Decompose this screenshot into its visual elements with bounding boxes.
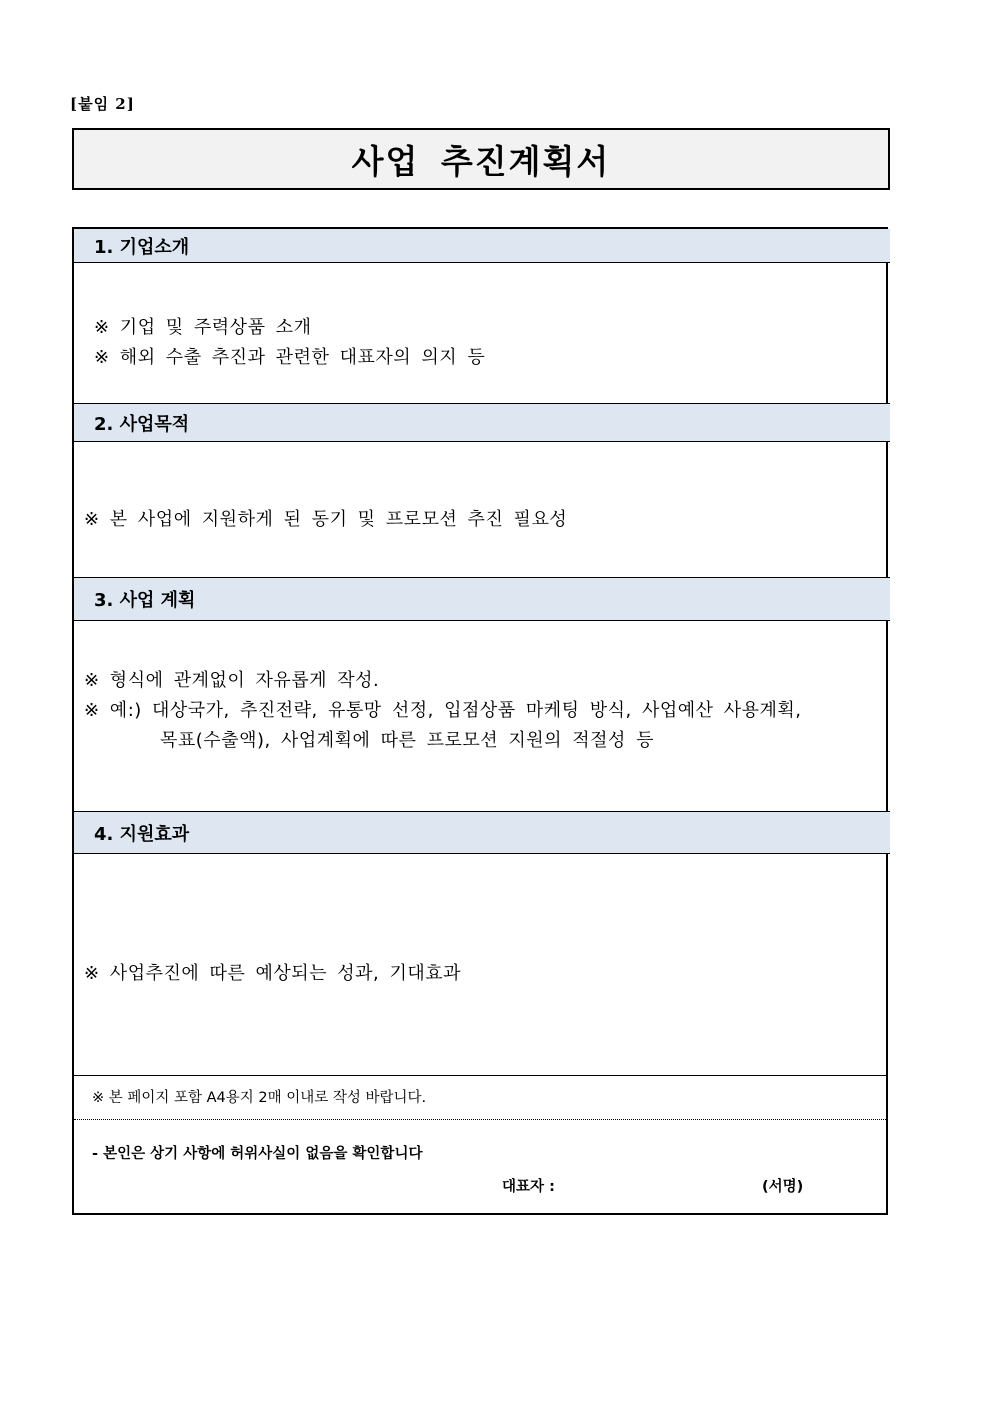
confirmation-statement: - 본인은 상기 사항에 허위사실이 없음을 확인합니다 [92,1146,423,1162]
document-title: 사업 추진계획서 [351,141,611,181]
note-support-effect-1: ※ 사업추진에 따른 예상되는 성과, 기대효과 [84,963,462,984]
signature-label: (서명) [762,1179,804,1195]
note-business-plan-2: ※ 예:) 대상국가, 추진전략, 유통망 선정, 입점상품 마케팅 방식, 사업예산 사용계획, [84,700,802,721]
section-header-business-plan: 3. 사업 계획 [74,577,890,621]
title-box [72,128,890,190]
section-header-support-effect: 4. 지원효과 [74,811,890,854]
section-header-business-purpose: 2. 사업목적 [74,403,890,442]
section-header-company-intro: 1. 기업소개 [74,229,890,263]
note-company-intro-1: ※ 기업 및 주력상품 소개 [94,317,312,338]
attachment-label: [붙임 2] [70,95,135,113]
note-business-purpose-1: ※ 본 사업에 지원하게 된 동기 및 프로모션 추진 필요성 [84,509,568,530]
note-business-plan-1: ※ 형식에 관계없이 자유롭게 작성. [84,670,380,691]
representative-label: 대표자 : [502,1179,555,1195]
note-business-plan-3: 목표(수출액), 사업계획에 따른 프로모션 지원의 적절성 등 [160,730,655,751]
page-limit-note: ※ 본 페이지 포함 A4용지 2매 이내로 작성 바랍니다. [92,1090,427,1106]
note-company-intro-2: ※ 해외 수출 추진과 관련한 대표자의 의지 등 [94,347,486,368]
footer-dotted-divider [74,1119,886,1120]
plan-form-table [72,227,888,1215]
footer-divider [74,1075,886,1076]
